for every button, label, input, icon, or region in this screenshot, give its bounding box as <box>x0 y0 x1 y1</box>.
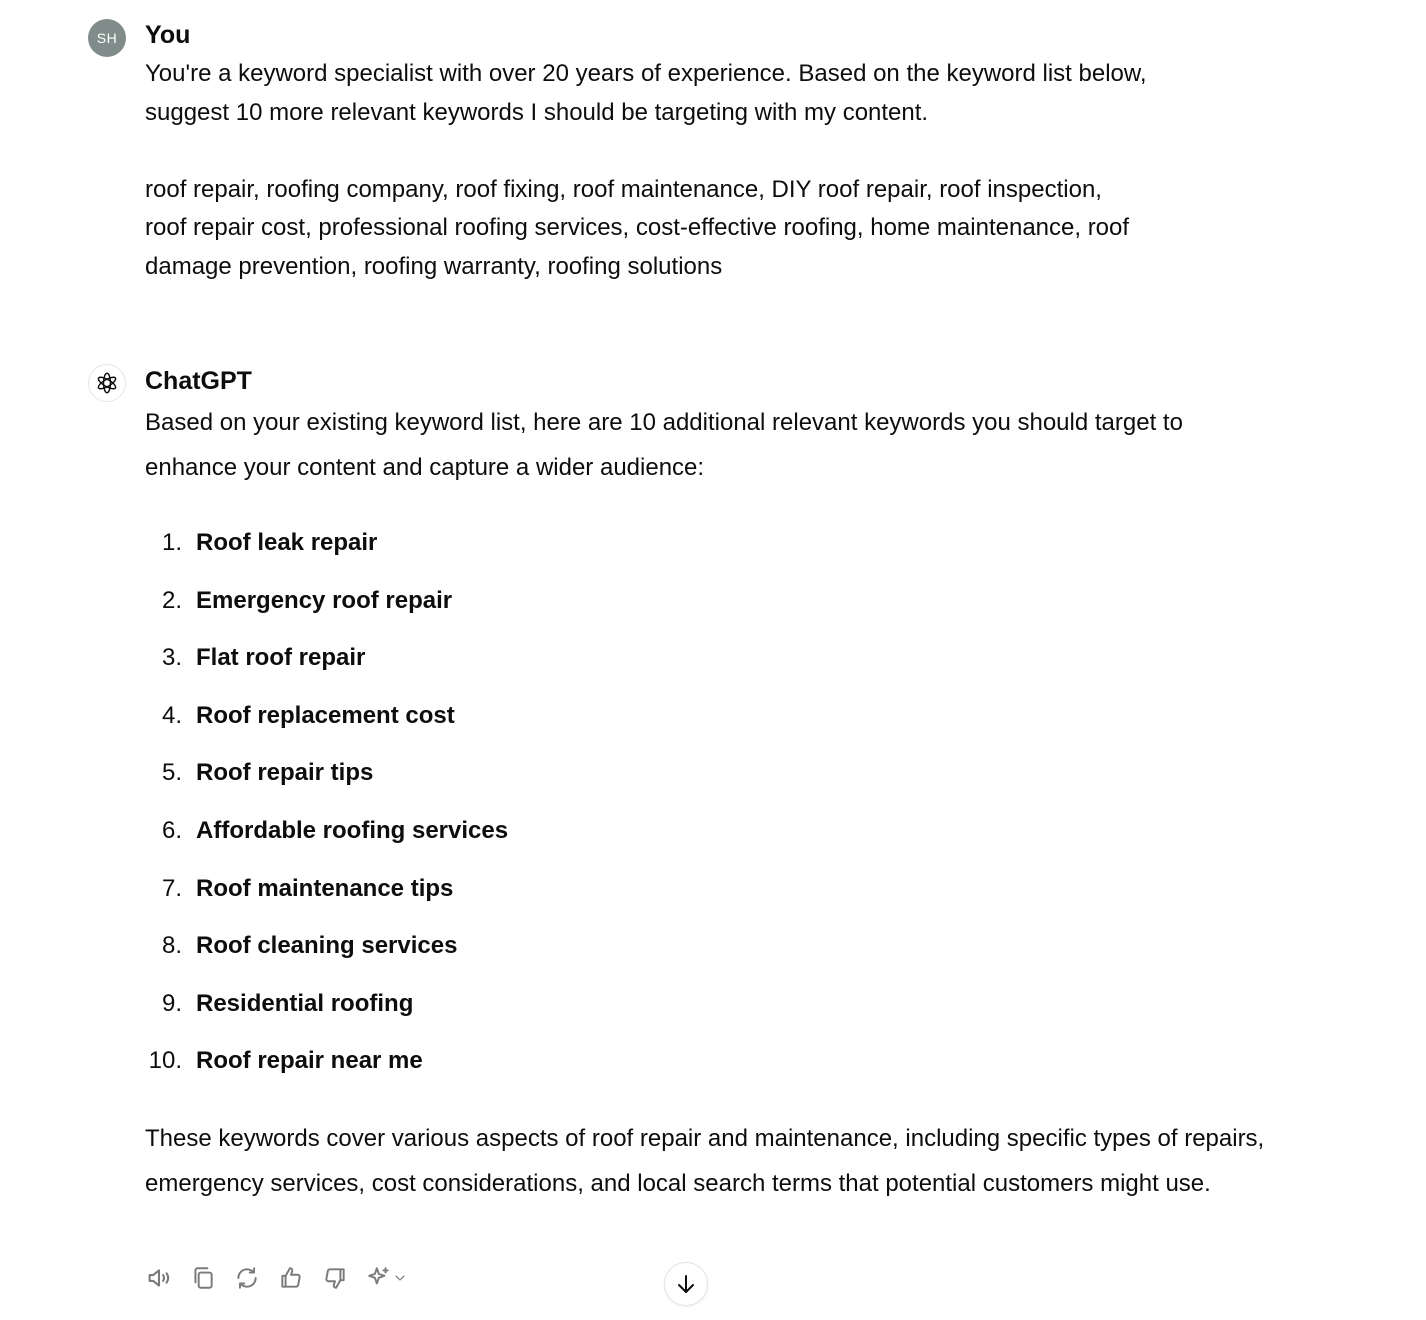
thumbs-up-button[interactable] <box>276 1263 306 1293</box>
message-actions <box>144 1263 424 1293</box>
user-keywords-line: roof repair cost, professional roofing services, cost-effective roofing, home maintenance, roof <box>145 214 1130 241</box>
read-aloud-icon <box>145 1264 173 1292</box>
user-author-label: You <box>145 21 191 49</box>
user-message <box>145 55 1265 286</box>
keyword-list <box>145 521 508 1097</box>
list-item: 6. Affordable roofing services <box>145 809 508 867</box>
scroll-to-bottom-button[interactable] <box>664 1262 708 1306</box>
openai-logo-icon <box>94 370 120 396</box>
change-model-button[interactable] <box>364 1263 410 1293</box>
sparkle-model-icon <box>366 1265 392 1291</box>
regenerate-icon <box>234 1265 260 1291</box>
list-item: 7. Roof maintenance tips <box>145 867 508 925</box>
list-item: 8. Roof cleaning services <box>145 924 508 982</box>
list-item: 3. Flat roof repair <box>145 636 508 694</box>
chatgpt-avatar <box>88 364 126 402</box>
list-item: 9. Residential roofing <box>145 982 508 1040</box>
keyword-text: Roof repair near me <box>196 1047 423 1075</box>
keyword-text: Roof leak repair <box>196 529 378 556</box>
list-item: 10. Roof repair near me <box>145 1039 508 1097</box>
thumbs-down-icon <box>322 1265 348 1291</box>
thumbs-up-icon <box>278 1265 304 1291</box>
arrow-down-icon <box>674 1272 698 1296</box>
regenerate-button[interactable] <box>232 1263 262 1293</box>
keyword-text: Emergency roof repair <box>196 586 453 614</box>
assistant-intro: Based on your existing keyword list, here are 10 additional relevant keywords you should target to enhance your content and capture a wider audience: <box>145 409 1183 481</box>
list-item: 2. Emergency roof repair <box>145 579 508 637</box>
keyword-text: Roof cleaning services <box>196 932 458 960</box>
user-avatar <box>88 19 126 57</box>
keyword-text: Affordable roofing services <box>196 816 509 844</box>
list-item: 1. Roof leak repair <box>145 521 508 579</box>
chatgpt-author-label: ChatGPT <box>145 367 252 395</box>
user-keywords-line: roof repair, roofing company, roof fixing, roof maintenance, DIY roof repair, roof inspection, <box>145 175 1102 203</box>
keyword-text: Flat roof repair <box>196 644 366 672</box>
user-message-line: suggest 10 more relevant keywords I should be targeting with my content. <box>145 98 929 126</box>
user-keywords-line: damage prevention, roofing warranty, roofing solutions <box>145 252 723 280</box>
keyword-text: Residential roofing <box>196 989 414 1017</box>
copy-icon <box>190 1265 216 1291</box>
chevron-down-icon <box>392 1270 408 1286</box>
list-item: 5. Roof repair tips <box>145 751 508 809</box>
keyword-text: Roof maintenance tips <box>196 874 454 902</box>
copy-button[interactable] <box>188 1263 218 1293</box>
avatar-initials: SH <box>96 30 118 46</box>
keyword-text: Roof replacement cost <box>196 701 455 729</box>
assistant-outro: These keywords cover various aspects of roof repair and maintenance, including specific types of repairs, emergency services, cost considerations, and local search terms that potential customers might use. <box>145 1125 1265 1197</box>
read-aloud-button[interactable] <box>144 1263 174 1293</box>
user-message-line: You're a keyword specialist with over 20 years of experience. Based on the keyword list below, <box>145 60 1147 87</box>
keyword-text: Roof repair tips <box>196 759 374 787</box>
list-item: 4. Roof replacement cost <box>145 694 508 752</box>
thumbs-down-button[interactable] <box>320 1263 350 1293</box>
